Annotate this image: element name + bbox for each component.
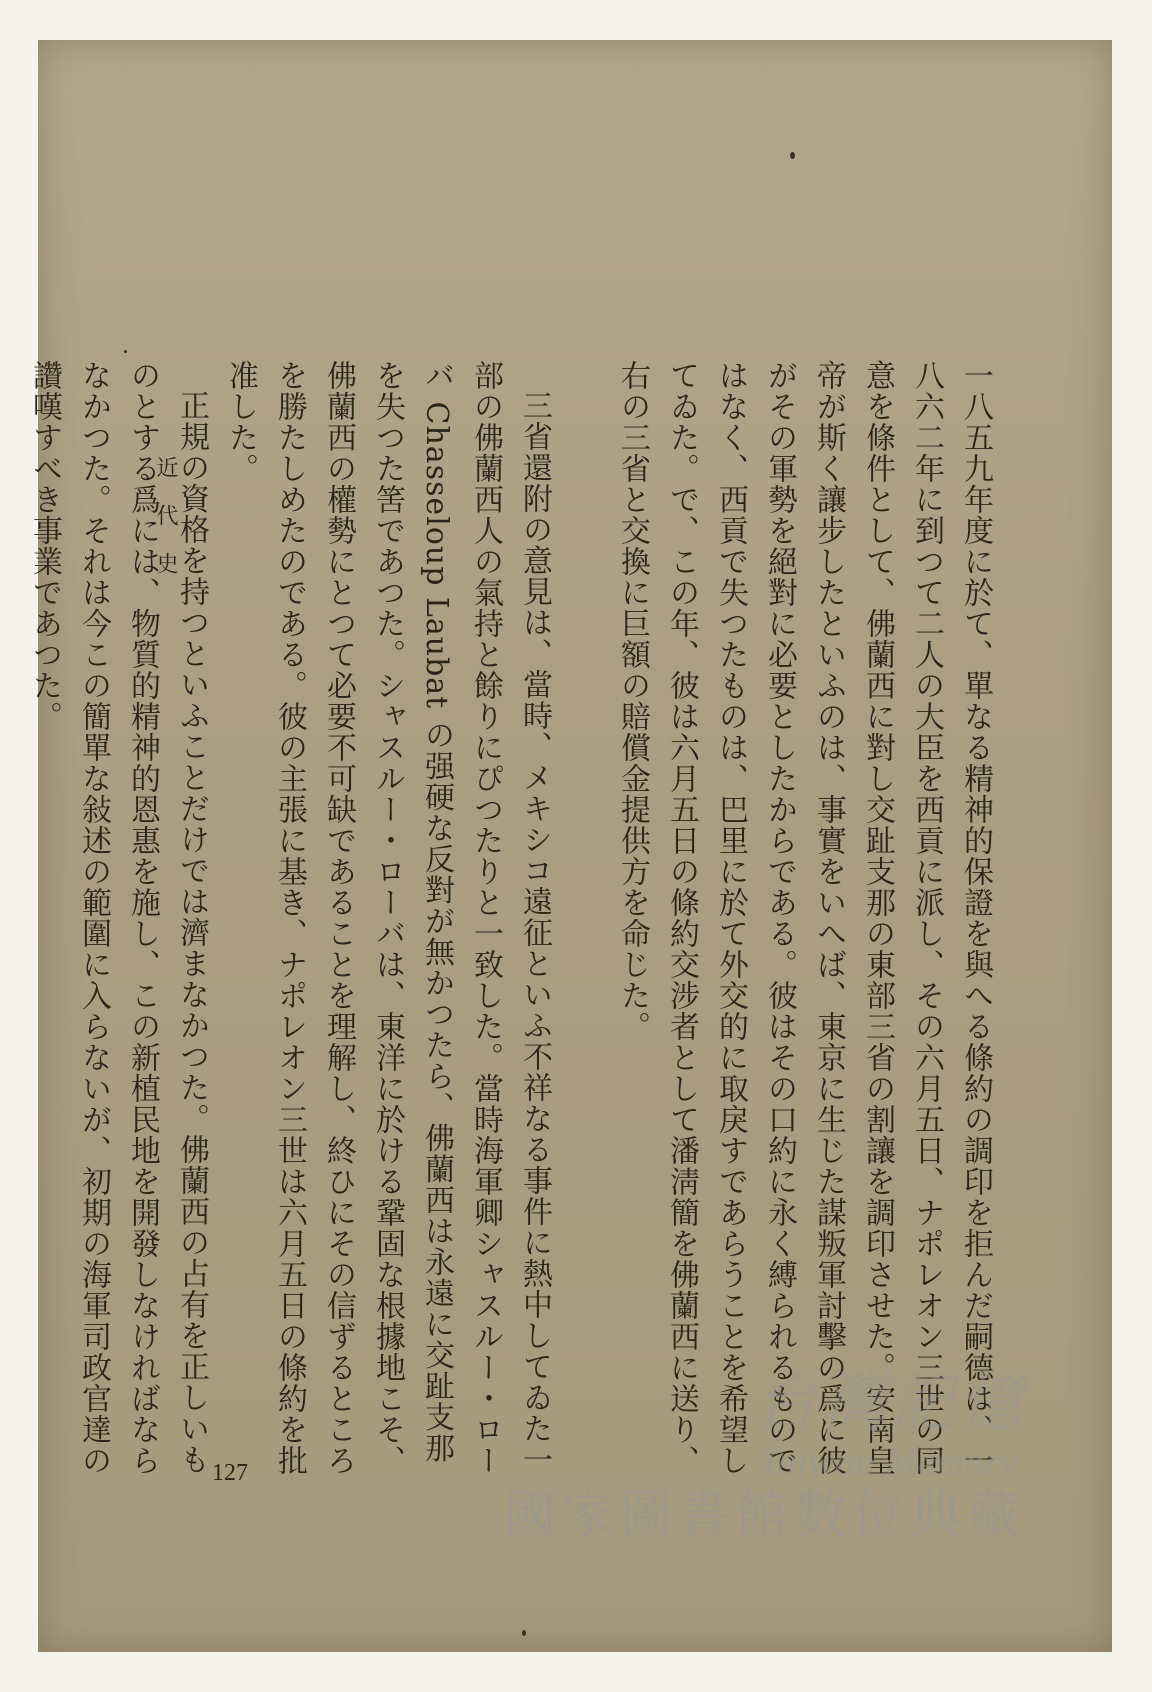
page-number: 127 bbox=[212, 1460, 248, 1486]
watermark-logo: 台灣記憶 bbox=[754, 1367, 1026, 1441]
running-head: 近代史 bbox=[153, 456, 178, 600]
watermark-chinese: 國家圖書館數位典藏 bbox=[503, 1486, 1026, 1546]
paper-speck bbox=[790, 152, 795, 159]
watermark-english: Taiwan Memory bbox=[758, 1439, 1018, 1484]
paper-speck bbox=[522, 1630, 526, 1636]
scanned-page bbox=[27, 40, 1112, 1652]
paragraph-2: 三省還附の意見は、當時、メキシコ遠征といふ不祥なる事件に熱中してゐた一部の佛蘭西人の氣持と餘りにぴつたりと一致した。當時海軍卿シャスルー・ローバ Chasseloup Laubat の强硬な反對が無かつたら、佛蘭西は永遠に交趾支那を失つた筈であつた。シャスルー・ローバは、東洋に於ける鞏固な根據地こそ、佛蘭西の權勢にとつて必要不可缺であることを理解し、終ひにその信ずるところを勝たしめたのである。彼の主張に基き、ナポレオン三世は六月五日の條約を批准した。 bbox=[223, 360, 552, 1476]
paper-speck bbox=[124, 350, 127, 353]
paragraph-3: 正規の資格を持つといふことだけでは濟まなかつた。佛蘭西の占有を正しいものとする爲には、物質的精神的恩惠を施し、この新植民地を開發しなければならなかつた。それは今この簡單な敍述の範圍に入らないが、初期の海軍司政官達の讚嘆すべき事業であつた。 bbox=[27, 360, 209, 1476]
paragraph-1: 一八五九年度に於て、單なる精神的保證を與へる條約の調印を拒んだ嗣德は、一八六二年に到つて二人の大臣を西貢に派し、その六月五日、ナポレオン三世の同意を條件として、佛蘭西に對し交趾支那の東部三省の割讓を調印させた。安南皇帝が斯く讓步したといふのは、事實をいへば、東京に生じた謀叛軍討擊の爲に彼がその軍勢を絕對に必要としたからである。彼はその口約に永く縛られるものではなく、西貢で失つたものは、巴里に於て外交的に取戾すであらうことを希望してゐた。で、この年、彼は六月五日の條約交涉者として潘淸簡を佛蘭西に送り、右の三省と交換に巨額の賠償金提供方を命じた。 bbox=[615, 360, 993, 1476]
